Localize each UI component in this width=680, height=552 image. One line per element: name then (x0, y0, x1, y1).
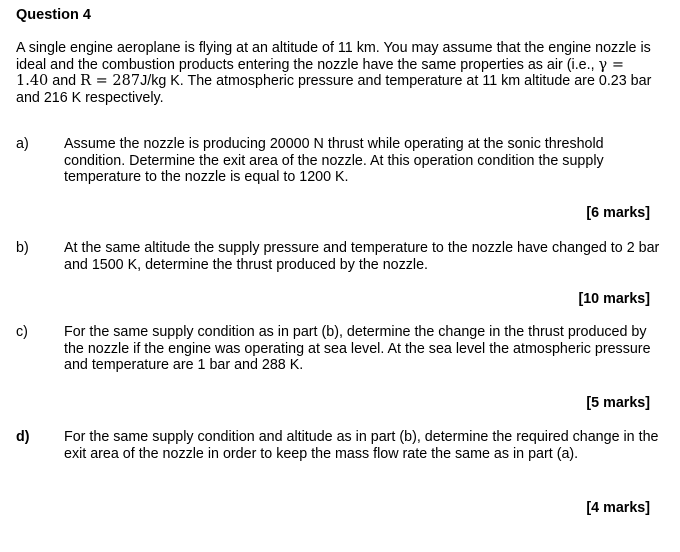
part-b-label: b) (16, 240, 29, 256)
r-expression: R = 287 (80, 73, 141, 89)
part-a-label: a) (16, 136, 29, 152)
intro-text-1: A single engine aeroplane is flying at an altitude of 11 km. You may assume that the engine nozzle is ideal and the combustion products entering the nozzle have the same properties as air (i.e., (16, 40, 651, 73)
part-a-marks: [6 marks] (586, 205, 650, 221)
part-b-text: At the same altitude the supply pressure and temperature to the nozzle have changed to 2 bar and 1500 K, determine the thrust produced by the nozzle. (64, 240, 660, 273)
intro-text-2: J/kg K. The atmospheric pressure and temperature at 11 km altitude are 0.23 bar and 216 K respectively. (16, 73, 652, 106)
part-b-marks: [10 marks] (578, 291, 650, 307)
part-a-text: Assume the nozzle is producing 20000 N thrust while operating at the sonic threshold condition. Determine the exit area of the nozzle. At this operation condition the supply temperature to the nozzle is equal to 1200 K. (64, 136, 604, 185)
gamma-expression: γ = 1.40 (16, 56, 624, 89)
intro-and: and (48, 73, 81, 89)
part-d-text: For the same supply condition and altitude as in part (b), determine the required change in the exit area of the nozzle in order to keep the mass flow rate the same as in part (a). (64, 429, 659, 462)
part-d-label: d) (16, 429, 30, 445)
part-c-marks: [5 marks] (586, 395, 650, 411)
part-c-label: c) (16, 324, 28, 340)
question-title: Question 4 (16, 7, 91, 23)
part-c-text: For the same supply condition as in part (b), determine the change in the thrust produced by the nozzle if the engine was operating at sea level. At the sea level the atmospheric pressure and temperature are 1 bar and 288 K. (64, 324, 651, 373)
question-intro (16, 40, 656, 106)
part-d-marks: [4 marks] (586, 500, 650, 516)
